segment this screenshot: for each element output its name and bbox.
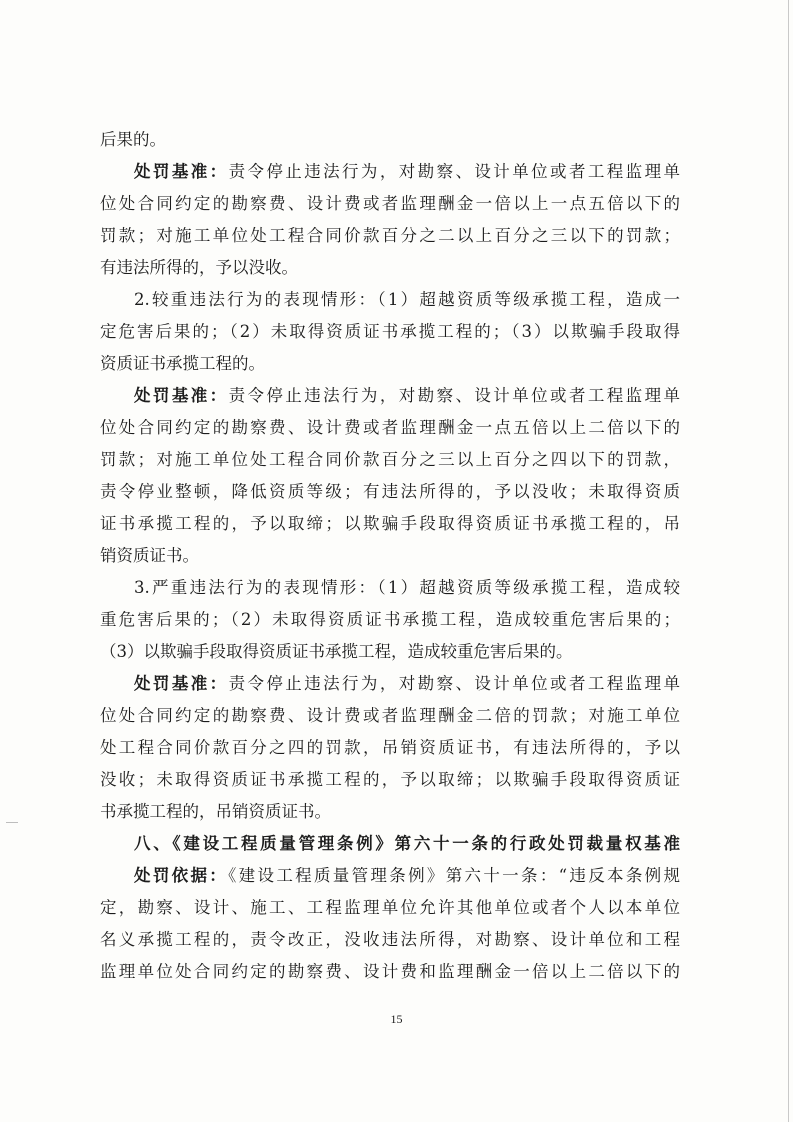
- text-line: 位处合同约定的勘察费、设计费或者监理酬金一点五倍以上二倍以下的: [100, 418, 680, 437]
- text-line: 重危害后果的；（2）未取得资质证书承揽工程，造成较重危害后果的；: [100, 610, 680, 629]
- label-penalty-standard: 处罚基准：: [134, 162, 229, 181]
- text-line: 责令停业整顿，降低资质等级；有违法所得的，予以没收；未取得资质: [100, 482, 680, 501]
- text-line: 位处合同约定的勘察费、设计费或者监理酬金一倍以上一点五倍以下的: [100, 194, 680, 213]
- text-line: 没收；未取得资质证书承揽工程的，予以取缔；以欺骗手段取得资质证: [100, 770, 680, 789]
- text-line: 证书承揽工程的，予以取缔；以欺骗手段取得资质证书承揽工程的，吊: [100, 514, 680, 533]
- text-line: 罚款；对施工单位处工程合同价款百分之三以上百分之四以下的罚款，: [100, 450, 680, 469]
- body-text: [100, 124, 680, 988]
- scan-edge: [788, 0, 789, 1122]
- text-line: 后果的。: [100, 130, 166, 149]
- text-line: 处罚基准：责令停止违法行为，对勘察、设计单位或者工程监理单: [134, 674, 680, 693]
- text-line: 监理单位处合同约定的勘察费、设计费和监理酬金一倍以上二倍以下的: [100, 962, 680, 981]
- text-line: 定危害后果的；（2）未取得资质证书承揽工程的；（3）以欺骗手段取得: [100, 322, 680, 341]
- text-line: 罚款；对施工单位处工程合同价款百分之二以上百分之三以下的罚款；: [100, 226, 680, 245]
- label-penalty-standard: 处罚基准：: [134, 674, 229, 693]
- text-line: 名义承揽工程的，责令改正，没收违法所得，对勘察、设计单位和工程: [100, 930, 680, 949]
- text-line: 书承揽工程的，吊销资质证书。: [100, 802, 331, 821]
- label-penalty-basis: 处罚依据：: [134, 866, 229, 885]
- text-line: 处罚基准：责令停止违法行为，对勘察、设计单位或者工程监理单: [134, 386, 680, 405]
- text-line: 处罚依据：《建设工程质量管理条例》第六十一条：“违反本条例规: [134, 866, 680, 885]
- text-line: 处罚基准：责令停止违法行为，对勘察、设计单位或者工程监理单: [134, 162, 680, 181]
- text-line: 定，勘察、设计、施工、工程监理单位允许其他单位或者个人以本单位: [100, 898, 680, 917]
- page-number: 15: [390, 1012, 403, 1026]
- text-line: 2.较重违法行为的表现情形：（1）超越资质等级承揽工程，造成一: [134, 290, 680, 309]
- text-line: 有违法所得的，予以没收。: [100, 258, 298, 277]
- text-line: （3）以欺骗手段取得资质证书承揽工程，造成较重危害后果的。: [100, 642, 573, 661]
- section-heading: 八、《建设工程质量管理条例》第六十一条的行政处罚裁量权基准: [134, 834, 680, 853]
- scan-mark: [6, 822, 18, 823]
- text-line: 处工程合同价款百分之四的罚款，吊销资质证书，有违法所得的，予以: [100, 738, 680, 757]
- text-line: 位处合同约定的勘察费、设计费或者监理酬金二倍的罚款；对施工单位: [100, 706, 680, 725]
- text-line: 资质证书承揽工程的。: [100, 354, 265, 373]
- label-penalty-standard: 处罚基准：: [134, 386, 229, 405]
- text-line: 销资质证书。: [100, 546, 199, 565]
- text-line: 3.严重违法行为的表现情形：（1）超越资质等级承揽工程，造成较: [134, 578, 680, 597]
